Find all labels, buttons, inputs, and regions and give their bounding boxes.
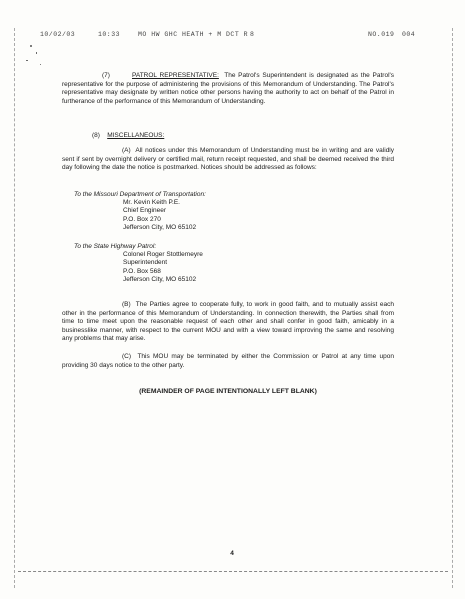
- section-text: The Patrol's Superintendent is designated as the Patrol's representative for the purpose of administering the provisions of this Memorandum of Understanding. The Patrol's representative may designate by written notice other persons having the authority to act on behalf of the Patrol in furtherance of the performance of this Memorandum of Understanding.: [62, 72, 394, 105]
- section-patrol-representative: [62, 72, 394, 106]
- fax-no: NO.019: [368, 31, 395, 38]
- address-line: Chief Engineer: [123, 207, 166, 215]
- paragraph-b: [62, 301, 394, 344]
- paragraph-text: The Parties agree to cooperate fully, to work in good faith, and to mutually assist each other in the performance of this Memorandum of Understanding. In connection therewith, the Parties shall from time to time meet upon the reasonable request of each other and shall confer in good faith, amicably in a businesslike manner, with respect to the current MOU and with a view toward improving the same and resolving any problems that may arise.: [62, 301, 394, 343]
- paragraph-label: (A): [122, 147, 131, 154]
- address-line: Superintendent: [123, 259, 168, 267]
- scan-speck: [36, 52, 37, 54]
- section-number: (8): [92, 132, 100, 139]
- page-number: 4: [230, 550, 234, 557]
- fax-sender: MO HW GHC HEATH + M DCT R: [138, 31, 249, 38]
- address-patrol: [74, 243, 203, 284]
- paragraph-label: (B): [122, 301, 131, 308]
- left-edge-line: [14, 28, 15, 588]
- fax-header: [0, 31, 465, 43]
- fax-date: 10/02/03: [40, 31, 76, 38]
- paragraph-text: All notices under this Memorandum of Understanding must be in writing and are validly sent if sent by overnight delivery or certified mail, return receipt requested, and shall be deemed received the third day following the date the notice is postmarked. Notices should be addressed as follows:: [62, 147, 394, 172]
- fax-number: 8: [250, 31, 255, 38]
- address-line: Colonel Roger Stottlemeyre: [123, 251, 203, 259]
- address-line: Jefferson City, MO 65102: [123, 275, 197, 283]
- section-miscellaneous: [92, 132, 392, 141]
- fax-page: 004: [402, 31, 416, 38]
- address-modot: [74, 191, 206, 232]
- bottom-edge-line: [18, 571, 448, 572]
- section-heading: MISCELLANEOUS:: [107, 132, 165, 139]
- paragraph-c: [62, 353, 394, 370]
- address-line: Mr. Kevin Keith P.E.: [123, 199, 180, 207]
- section-heading: PATROL REPRESENTATIVE:: [132, 72, 219, 79]
- right-edge-line: [452, 28, 453, 588]
- address-line: P.O. Box 568: [123, 267, 161, 275]
- scan-speck: [40, 64, 41, 65]
- address-intro: To the Missouri Department of Transportation:: [74, 191, 206, 198]
- address-line: Jefferson City, MO 65102: [123, 223, 197, 231]
- address-line: P.O. Box 270: [123, 215, 161, 223]
- scan-speck: [30, 45, 32, 47]
- paragraph-label: (C): [122, 353, 132, 360]
- scan-speck: [26, 60, 28, 61]
- paragraph-a: [62, 147, 394, 173]
- address-intro: To the State Highway Patrol:: [74, 243, 157, 250]
- fax-time: 10:33: [98, 31, 121, 38]
- section-number: (7): [102, 72, 110, 79]
- remainder-note: (REMAINDER OF PAGE INTENTIONALLY LEFT BLANK): [139, 388, 317, 395]
- paragraph-text: This MOU may be terminated by either the Commission or Patrol at any time upon providing 30 days notice to the other party.: [62, 353, 395, 369]
